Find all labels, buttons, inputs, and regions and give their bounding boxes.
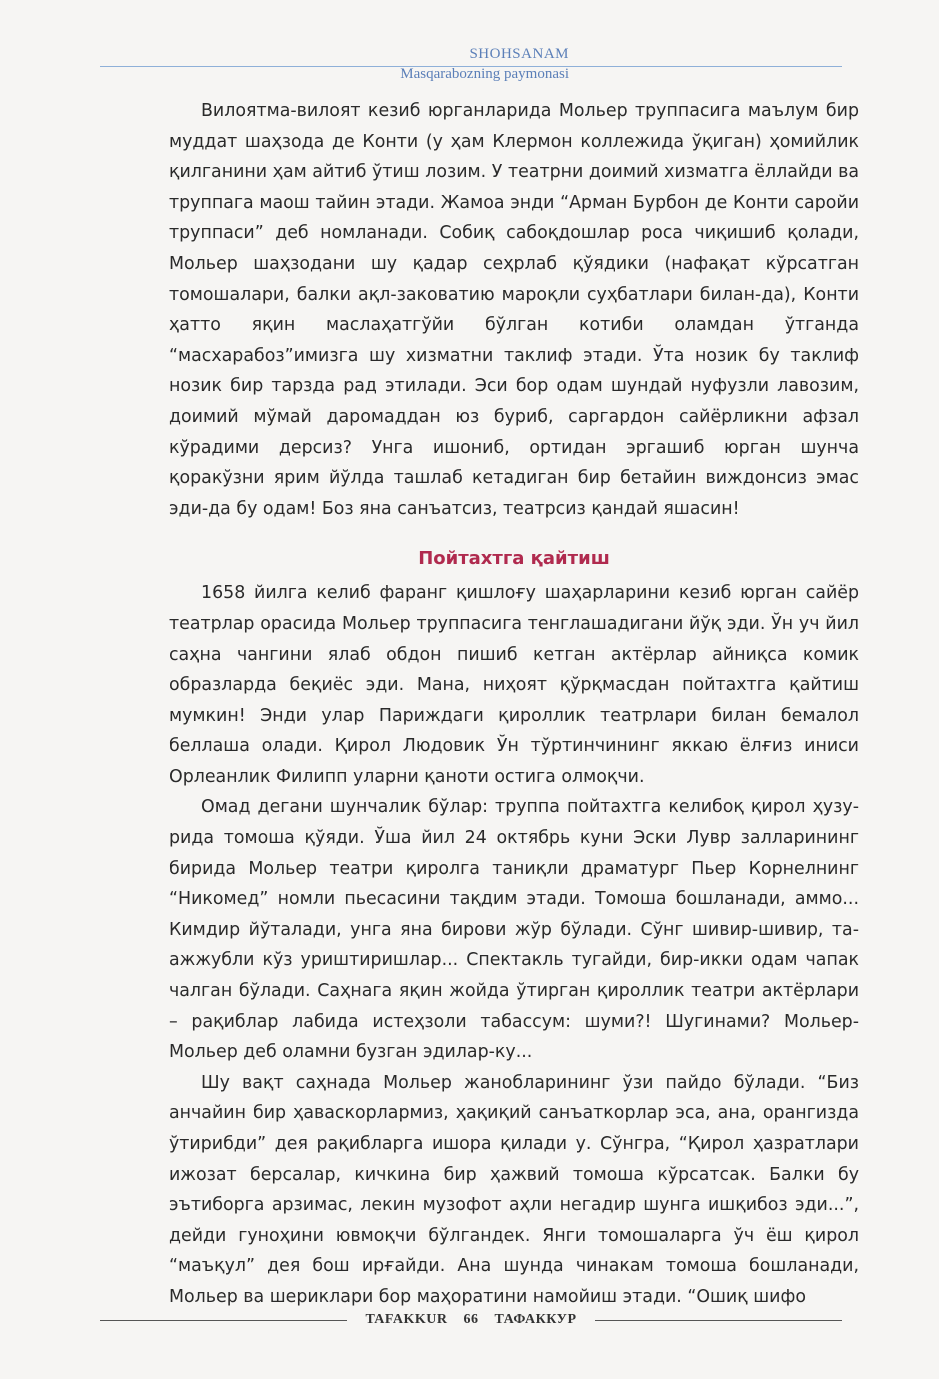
page-number: 66 <box>463 1312 479 1327</box>
footer-rule-right <box>595 1320 842 1321</box>
journal-subtitle: Masqarabozning paymonasi <box>400 66 569 82</box>
paragraph: 1658 йилга келиб фаранг қишлоғу шаҳарларини кезиб юрган сайёр театрлар орасида Мольер труппасига тенглашадигани йўқ эди. Ўн уч йил саҳна чангини ялаб обдон пишиб кетган актёрлар айниқса комик образларда беқиёс эди. Мана, ниҳоят қўрқмасдан пойтахтга қайтиш мумкин! Энди улар Париждаги қироллик театрлари билан бемалол беллаша олади. Қирол Людовик Ўн тўртинчининг яккаю ёлғиз иниси Орлеанлик Филипп уларни қаноти остига олмоқчи. <box>169 583 859 787</box>
footer-journal-cyrillic: ТАФАККУР <box>494 1312 577 1327</box>
section-heading: Пойтахтга қайтиш <box>418 548 610 570</box>
running-head <box>469 46 569 63</box>
footer-journal-latin: TAFAKKUR <box>365 1312 448 1327</box>
footer-rule-left <box>100 1320 347 1321</box>
journal-title: SHOHSANAM <box>469 46 569 62</box>
paragraph: Вилоятма-вилоят кезиб юрганларида Мольер труппасига маълум бир муддат шаҳзода де Конти (у ҳам Клермон коллежида ўқиган) ҳомийлик қилганини ҳам айтиб ўтиш лозим. У театрни доимий хизматга ёллайди ва труппага маош тайин этади. Жамоа энди “Арман Бурбон де Конти саройи труппаси” деб номланади. Собиқ сабоқдошлар роса чиқишиб қолади, Мольер шаҳзодани шу қадар сеҳрлаб қўядики (нафақат кўрсатган томошалари, балки ақл-заковатию мароқли суҳбатлари билан-да), Конти ҳатто яқин маслаҳатгўйи бўлган котиби оламдан ўтганда “масхарабоз”имизга шу хизматни таклиф этади. Ўта нозик бу таклиф нозик бир тарзда рад этилади. Эси бор одам шундай нуфузли лавозим, доимий мўмай даромаддан юз буриб, саргардон сайёрликни афзал кўрадими дерсиз? Унга ишониб, ортидан эргашиб юрган шунча қоракўзни ярим йўлда ташлаб кетадиган бир бетайин виждонсиз эмас эди-да бу одам! Боз яна санъатсиз, театрсиз қандай яшасин! <box>169 101 859 519</box>
page-footer <box>100 1310 842 1330</box>
paragraph: Омад дегани шунчалик бўлар: труппа пойтахтга келибоқ қирол ҳузурида томоша қўяди. Ўша йил 24 октябрь куни Эски Лувр залларининг бирида Мольер театри қиролга таниқли драматург Пьер Корнелнинг “Никомед” номли пьесасини тақдим этади. Томоша бошланади, аммо... Кимдир йўталади, унга яна бирови жўр бўлади. Сўнг шивир-шивир, таажжубли кўз уриштиришлар... Спектакль тугайди, бир-икки одам чапак чалган бўлади. Саҳнага яқин жойда ўтирган қироллик театри актёрлари – рақиблар лабида истеҳзоли табассум: шуми?! Шугинами? Мольер-Мольер деб оламни бузган эдилар-ку... <box>169 797 859 1063</box>
paragraph: Шу вақт саҳнада Мольер жанобларининг ўзи пайдо бўлади. “Биз анчайин бир ҳаваскорлармиз, ҳақиқий санъаткорлар эса, ана, орангизда ўтирибди” дея рақибларга ишора қилади у. Сўнгра, “Қирол ҳазратлари ижозат берсалар, кичкина бир ҳажвий томоша кўрсатсак. Балки бу эътиборга арзимас, лекин музофот аҳли негадир шунга ишқибоз эди...”, дейди гуноҳини ювмоқчи бўлгандек. Янги томошаларга ўч ёш қирол “маъқул” дея бош ирғайди. Ана шунда чинакам томоша бошланади, Мольер ва шериклари бор маҳоратини намойиш этади. “Ошиқ шифо <box>169 1072 859 1307</box>
article-body <box>169 96 859 1313</box>
